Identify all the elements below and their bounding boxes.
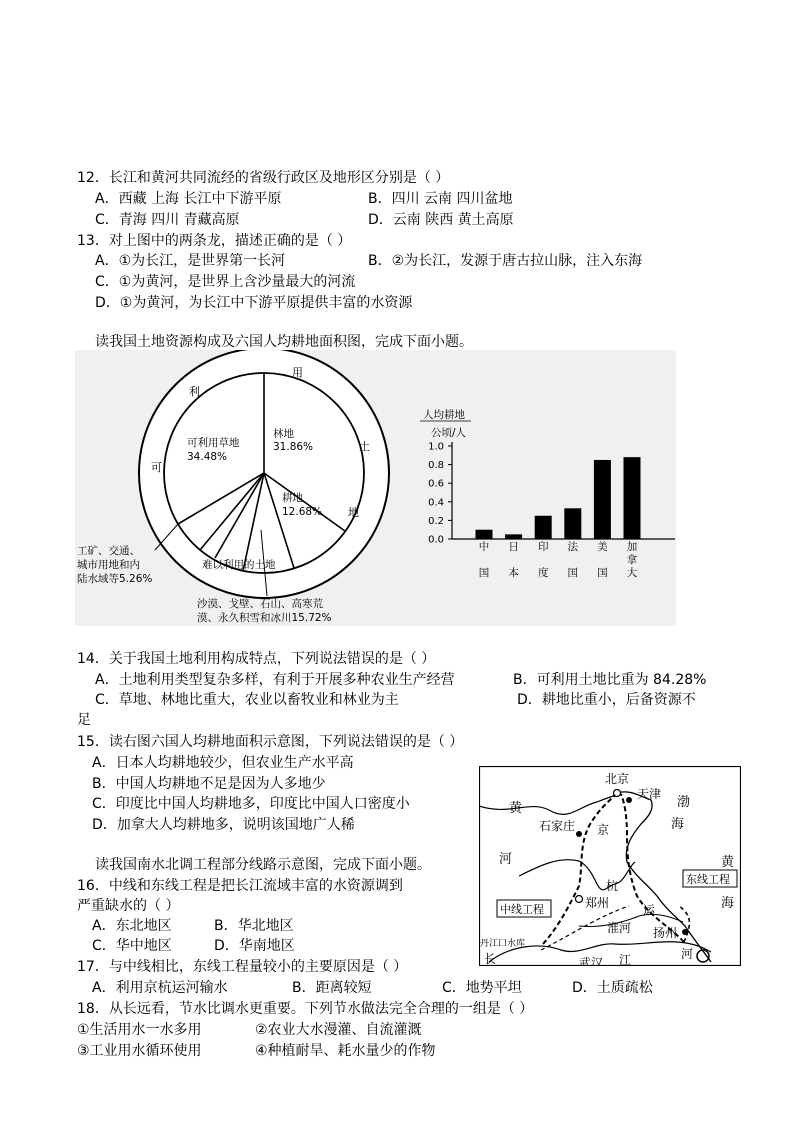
q13-option-d[interactable]: D．①为黄河，为长江中下游平原提供丰富的水资源	[95, 295, 413, 311]
y-tick-label: 0.2	[428, 515, 444, 527]
forest-label: 林地	[273, 428, 294, 440]
land-figure-svg	[75, 350, 676, 626]
q15-stem: 15．读右图六国人均耕地面积示意图，下列说法错误的是（ ）	[77, 734, 464, 750]
y-tick-label: 0.4	[428, 497, 444, 509]
huaihe-label: 淮河	[607, 921, 632, 935]
unusable-label: 难以利用的土地	[202, 559, 276, 571]
desert-line-2: 漠、永久积雪和冰川15.72%	[197, 612, 332, 624]
q18-item-3: ③工业用水循环使用	[77, 1043, 202, 1059]
bar-chart	[420, 408, 675, 579]
q17-option-d[interactable]: D．土质疏松	[572, 980, 653, 996]
beijing-marker	[614, 790, 621, 797]
x-tick-label: 日本	[508, 541, 519, 579]
q14-option-c[interactable]: C．草地、林地比重大，农业以畜牧业和林业为主	[95, 692, 399, 708]
yun-label: 运	[643, 903, 656, 917]
q12-option-a[interactable]: A．西藏 上海 长江中下游平原	[95, 191, 282, 207]
q16-stem-1: 16．中线和东线工程是把长江流域丰富的水资源调到	[77, 878, 403, 894]
ring-char-ke: 可	[151, 461, 162, 474]
east-line-label: 东线工程	[686, 873, 730, 886]
q16-option-c[interactable]: C．华中地区	[92, 938, 172, 954]
bar-3	[564, 508, 581, 539]
intro-land: 读我国土地资源构成及六国人均耕地面积图，完成下面小题。	[95, 334, 473, 350]
x-tick-label: 法国	[567, 541, 579, 579]
hai-label-1: 海	[671, 817, 685, 832]
chang-label: 长	[484, 952, 497, 966]
q15-option-a[interactable]: A．日本人均耕地较少，但农业生产水平高	[92, 755, 354, 771]
x-tick-label: 印度	[537, 541, 549, 579]
ring-char-li: 利	[189, 385, 200, 398]
x-tick-label: 加拿大	[626, 541, 638, 579]
q15-option-c[interactable]: C．印度比中国人均耕地多，印度比中国人口密度小	[92, 796, 410, 812]
bar-5	[624, 457, 641, 539]
arable-pct: 12.68%	[282, 506, 323, 518]
bar-2	[535, 516, 552, 539]
huang-river-label-1: 黄	[509, 801, 523, 816]
industrial-line-3: 陆水域等5.26%	[77, 573, 153, 585]
q18-item-2: ②农业大水漫灌、自流灌溉	[255, 1022, 422, 1038]
tianjin-marker	[626, 797, 632, 803]
wuhan-label: 武汉	[579, 956, 604, 966]
ring-char-yong: 用	[292, 366, 303, 379]
bar-1	[505, 534, 522, 539]
q13-option-c[interactable]: C．①为黄河，是世界上含沙量最大的河流	[95, 274, 356, 290]
y-tick-label: 0.8	[428, 460, 444, 472]
land-pie-chart	[77, 350, 389, 624]
he-label: 河	[681, 947, 694, 961]
intro-water: 读我国南水北调工程部分线路示意图，完成下面小题。	[95, 857, 431, 873]
q15-option-d[interactable]: D．加拿大人均耕地多，说明该国地广人稀	[92, 817, 355, 833]
q17-option-c[interactable]: C．地势平坦	[442, 980, 522, 996]
hang-label: 杭	[606, 879, 619, 893]
q14-option-d[interactable]: D．耕地比重小，后备资源不	[517, 692, 696, 708]
grass-label: 可利用草地	[187, 437, 240, 449]
q14-option-a[interactable]: A．土地利用类型复杂多样，有利于开展多种农业生产经营	[95, 672, 455, 688]
x-tick-label: 美国	[597, 541, 608, 579]
central-line-label: 中线工程	[500, 903, 544, 916]
q18-item-1: ①生活用水一水多用	[77, 1022, 202, 1038]
q18-stem: 18．从长远看，节水比调水更重要。下列节水做法完全合理的一组是（ ）	[77, 1001, 534, 1017]
water-transfer-map	[479, 766, 741, 966]
y-tick-label: 0.6	[428, 478, 444, 490]
q17-option-a[interactable]: A．利用京杭运河输水	[92, 980, 228, 996]
jiang-label: 江	[619, 953, 632, 966]
jing-label: 京	[597, 823, 610, 837]
yangzhou-marker	[682, 929, 688, 935]
land-figure	[75, 350, 676, 626]
q17-stem: 17．与中线相比，东线工程量较小的主要原因是（ ）	[77, 959, 408, 975]
chart-title: 人均耕地	[423, 409, 465, 421]
q14-option-b[interactable]: B．可利用土地比重为 84.28%	[513, 672, 707, 688]
beijing-label: 北京	[605, 772, 630, 786]
q16-option-d[interactable]: D．华南地区	[214, 938, 295, 954]
desert-line-1: 沙漠、戈壁、石山、高寒荒	[197, 598, 323, 610]
zhengzhou-marker	[576, 896, 583, 903]
q12-option-d[interactable]: D．云南 陕西 黄土高原	[368, 212, 514, 228]
q13-option-a[interactable]: A．①为长江，是世界第一长河	[95, 253, 286, 269]
forest-pct: 31.86%	[273, 441, 314, 453]
huang-sea-label: 黄	[721, 855, 735, 870]
q13-stem: 13．对上图中的两条龙，描述正确的是（ ）	[77, 233, 352, 249]
q16-stem-2: 严重缺水的（ ）	[77, 898, 180, 914]
q15-option-b[interactable]: B．中国人均耕地不足是因为人多地少	[92, 776, 326, 792]
x-tick-label: 中国	[478, 541, 490, 579]
ring-char-tu: 土	[359, 440, 370, 453]
industrial-line-2: 城市用地和内	[77, 559, 140, 571]
shijiazhuang-label: 石家庄	[539, 819, 576, 833]
q13-option-b[interactable]: B．②为长江，发源于唐古拉山脉，注入东海	[368, 253, 643, 269]
y-tick-label: 1.0	[428, 441, 444, 453]
q16-option-b[interactable]: B．华北地区	[214, 918, 294, 934]
reservoir-label: 丹江口水库	[480, 939, 526, 949]
q17-option-b[interactable]: B．距离较短	[292, 980, 372, 996]
industrial-line-1: 工矿、交通、	[77, 545, 140, 557]
tianjin-label: 天津	[637, 787, 662, 801]
yangzhou-label: 扬州	[653, 926, 678, 940]
y-tick-label: 0.0	[428, 534, 444, 546]
q12-option-c[interactable]: C．青海 四川 青藏高原	[95, 212, 240, 228]
q14-stem: 14．关于我国土地利用构成特点，下列说法错误的是（ ）	[77, 651, 436, 667]
ring-char-di: 地	[348, 506, 359, 519]
q14-option-d-cont: 足	[77, 712, 91, 728]
grass-pct: 34.48%	[187, 451, 228, 463]
q12-option-b[interactable]: B．四川 云南 四川盆地	[368, 191, 513, 207]
q16-option-a[interactable]: A．东北地区	[92, 918, 172, 934]
bo-label: 渤	[677, 795, 691, 810]
chart-ylabel: 公顷/人	[431, 427, 467, 439]
bar-0	[476, 530, 493, 539]
bar-4	[594, 460, 611, 539]
hai-label-2: 海	[721, 896, 735, 911]
q18-item-4: ④种植耐旱、耗水量少的作物	[255, 1043, 436, 1059]
shijiazhuang-marker	[576, 831, 582, 837]
zhengzhou-label: 郑州	[585, 896, 610, 910]
water-map-svg	[479, 766, 741, 966]
arable-label: 耕地	[282, 492, 303, 504]
q12-stem: 12．长江和黄河共同流经的省级行政区及地形区分别是（ ）	[77, 170, 450, 186]
huang-river-label-2: 河	[499, 852, 513, 867]
